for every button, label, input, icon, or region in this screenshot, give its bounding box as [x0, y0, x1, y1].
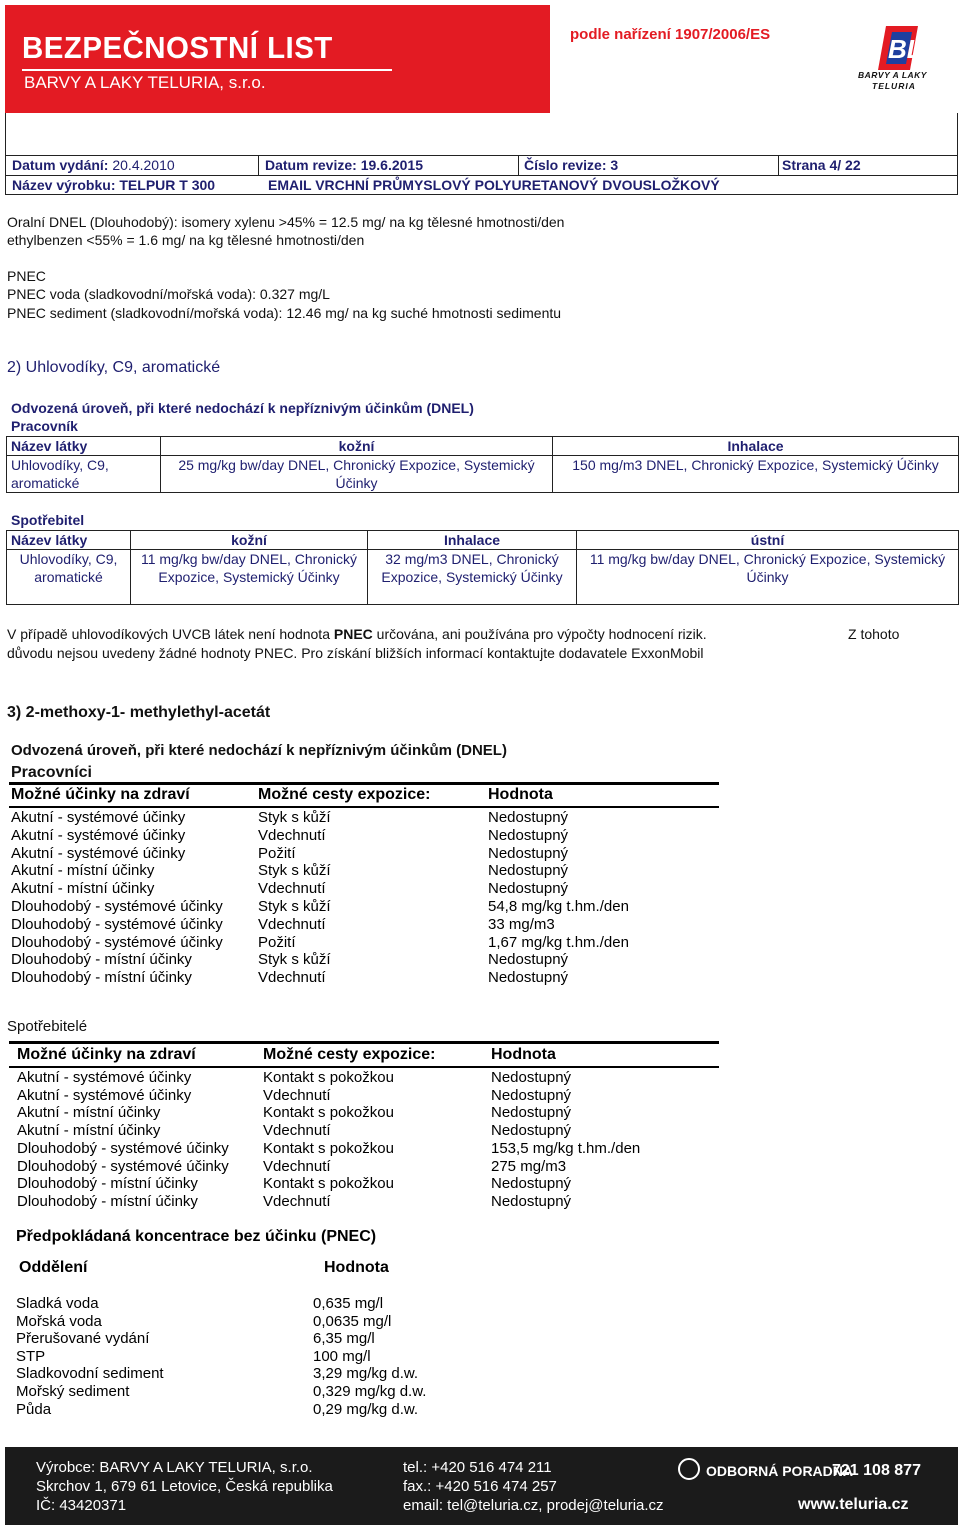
worker-dnel-table	[6, 436, 959, 493]
section-2-title: 2) Uhlovodíky, C9, aromatické	[7, 359, 221, 376]
table-header: Inhalace	[553, 437, 959, 456]
table-cell: 0,635 mg/l	[313, 1295, 384, 1312]
table-cell: Vdechnutí	[263, 1122, 331, 1140]
table-cell: Dlouhodobý - systémové účinky	[11, 898, 223, 915]
table-rule	[9, 782, 719, 785]
table-header: Inhalace	[368, 531, 577, 550]
revision-date: Datum revize: 19.6.2015	[265, 157, 423, 173]
company-name: BARVY A LAKY TELURIA, s.r.o.	[24, 73, 266, 92]
table-cell: Nedostupný	[491, 1069, 572, 1086]
uvcb-note-line1: V případě uhlovodíkových UVCB látek není hodnota PNEC určována, ani používána pro výpočty hodnocení rizik.	[7, 626, 707, 642]
table-cell: Akutní - systémové účinky	[11, 826, 186, 844]
section-3-dnel-title: Odvozená úroveň, při které nedochází k nepříznivým účinkům (DNEL)	[11, 742, 507, 759]
table-cell: Akutní - místní účinky	[11, 862, 155, 880]
table-cell: 33 mg/m3	[488, 915, 555, 933]
product-description: EMAIL VRCHNÍ PRŮMYSLOVÝ POLYURETANOVÝ DVOUSLOŽKOVÝ	[268, 177, 720, 193]
svg-text:BL: BL	[888, 34, 923, 64]
issue-date: Datum vydání: 20.4.2010	[12, 157, 175, 173]
table-cell: Vdechnutí	[258, 969, 326, 987]
table-header: Hodnota	[488, 786, 553, 803]
table-cell: Akutní - systémové účinky	[17, 1069, 192, 1086]
table-cell: Půda	[16, 1400, 52, 1418]
table-cell: Nedostupný	[488, 862, 569, 880]
title-underline	[22, 69, 392, 71]
section-2-dnel-title: Odvozená úroveň, při které nedochází k nepříznivým účinkům (DNEL)	[11, 400, 474, 416]
table-cell: 0,329 mg/kg d.w.	[313, 1383, 427, 1400]
footer-fax: fax.: +420 516 474 257	[403, 1478, 557, 1495]
table-cell: 11 mg/kg bw/day DNEL, Chronický Expozice, Systemický Účinky	[577, 550, 959, 605]
table-cell: 153,5 mg/kg t.hm./den	[491, 1139, 641, 1157]
table-cell: Nedostupný	[488, 880, 569, 898]
pnec-sediment: PNEC sediment (sladkovodní/mořská voda): 12.46 mg/ na kg suché hmotnosti sedimentu	[7, 305, 562, 321]
table-cell: Styk s kůží	[258, 809, 331, 826]
table-cell: 3,29 mg/kg d.w.	[313, 1365, 419, 1383]
footer-website[interactable]: www.teluria.cz	[798, 1496, 909, 1513]
regulation-text: podle nařízení 1907/2006/ES	[570, 26, 771, 43]
table-cell: Dlouhodobý - místní účinky	[17, 1175, 198, 1193]
table-cell: Sladkovodní sediment	[16, 1365, 164, 1383]
table-cell: Vdechnutí	[263, 1192, 331, 1210]
footer-email[interactable]: email: tel@teluria.cz, prodej@teluria.cz	[403, 1497, 664, 1514]
pnec-table-title: Předpokládaná koncentrace bez účinku (PNEC)	[16, 1228, 377, 1245]
consumer-dnel-table	[6, 530, 959, 605]
table-header: Možné účinky na zdraví	[17, 1046, 196, 1063]
pnec-water: PNEC voda (sladkovodní/mořská voda): 0.327 mg/L	[7, 286, 330, 302]
table-cell: Akutní - místní účinky	[11, 880, 155, 898]
oral-dnel-line: Oralní DNEL (Dlouhodobý): isomery xylenu >45% = 12.5 mg/ na kg tělesné hmotnosti/den	[7, 214, 565, 230]
table-cell: Dlouhodobý - systémové účinky	[17, 1139, 229, 1157]
table-rule	[9, 806, 719, 808]
table-cell: Mořská voda	[16, 1312, 102, 1330]
table-cell: Kontakt s pokožkou	[263, 1139, 394, 1157]
table-cell: Nedostupný	[488, 809, 569, 826]
table-cell: Nedostupný	[488, 951, 569, 969]
pnec-header-value: Hodnota	[324, 1259, 389, 1276]
table-cell: Nedostupný	[488, 969, 569, 987]
table-cell: Přerušované vydání	[16, 1330, 150, 1348]
revision-number: Číslo revize: 3	[524, 157, 619, 173]
table-header: kožní	[131, 531, 368, 550]
table-cell: Vdechnutí	[258, 880, 326, 898]
worker-label: Pracovník	[11, 418, 78, 434]
consumers-label: Spotřebitelé	[7, 1018, 88, 1035]
table-cell: Akutní - místní účinky	[17, 1122, 161, 1140]
table-cell: Dlouhodobý - systémové účinky	[17, 1157, 229, 1175]
consumer-label: Spotřebitel	[11, 512, 85, 528]
table-cell: Vdechnutí	[258, 915, 326, 933]
table-cell: 100 mg/l	[313, 1347, 371, 1365]
table-header: ústní	[577, 531, 959, 550]
logo-text-2: TELURIA	[872, 81, 916, 91]
table-cell: Styk s kůží	[258, 862, 331, 880]
table-cell: Požití	[258, 933, 296, 951]
table-header: Možné účinky na zdraví	[11, 786, 190, 803]
table-cell: Nedostupný	[491, 1104, 572, 1122]
table-rule	[9, 1066, 719, 1068]
table-cell: Dlouhodobý - místní účinky	[11, 969, 192, 987]
table-cell: 0,29 mg/kg d.w.	[313, 1400, 419, 1418]
table-cell: Vdechnutí	[258, 826, 326, 844]
page-number: Strana 4/ 22	[782, 157, 861, 173]
table-header: kožní	[161, 437, 553, 456]
table-cell: Dlouhodobý - systémové účinky	[11, 933, 223, 951]
footer-maker: Výrobce: BARVY A LAKY TELURIA, s.r.o.	[36, 1459, 313, 1476]
uvcb-note-tail: Z tohoto	[848, 626, 900, 642]
table-cell: Sladká voda	[16, 1295, 99, 1312]
pnec-header-compartment: Oddělení	[19, 1259, 88, 1276]
table-cell: Požití	[258, 844, 296, 862]
table-cell: Uhlovodíky, C9, aromatické	[7, 456, 161, 493]
table-cell: Nedostupný	[491, 1175, 572, 1193]
table-cell: Akutní - místní účinky	[17, 1104, 161, 1122]
table-cell: STP	[16, 1347, 46, 1365]
table-cell: Akutní - systémové účinky	[11, 809, 186, 826]
pnec-heading: PNEC	[7, 268, 46, 284]
table-cell: 150 mg/m3 DNEL, Chronický Expozice, Systemický Účinky	[553, 456, 959, 493]
table-cell: 275 mg/m3	[491, 1157, 567, 1175]
table-rule	[9, 1041, 719, 1044]
table-header: Možné cesty expozice:	[263, 1046, 436, 1063]
table-cell: Kontakt s pokožkou	[263, 1104, 394, 1122]
table-cell: Mořský sediment	[16, 1383, 130, 1400]
table-cell: Vdechnutí	[263, 1157, 331, 1175]
table-cell: Dlouhodobý - místní účinky	[17, 1192, 198, 1210]
table-cell: 54,8 mg/kg t.hm./den	[488, 898, 629, 915]
advice-number: 721 108 877	[832, 1462, 921, 1479]
footer-ico: IČ: 43420371	[36, 1497, 127, 1514]
document-title: BEZPEČNOSTNÍ LIST	[22, 30, 333, 65]
table-cell: Nedostupný	[491, 1122, 572, 1140]
table-cell: 6,35 mg/l	[313, 1330, 375, 1348]
ethylbenzene-line: ethylbenzen <55% = 1.6 mg/ na kg tělesné hmotnosti/den	[7, 232, 365, 248]
table-header: Možné cesty expozice:	[258, 786, 431, 803]
table-cell: Nedostupný	[491, 1086, 572, 1104]
table-cell: 1,67 mg/kg t.hm./den	[488, 933, 629, 951]
table-cell: Akutní - systémové účinky	[11, 844, 186, 862]
table-header: Název látky	[7, 531, 131, 550]
table-cell: Kontakt s pokožkou	[263, 1175, 394, 1193]
table-cell: Nedostupný	[488, 826, 569, 844]
table-cell: Styk s kůží	[258, 951, 331, 969]
advice-label: ODBORNÁ PORADNA	[706, 1463, 853, 1479]
uvcb-note-line2: důvodu nejsou uvedeny žádné hodnoty PNEC. Pro získání bližších informací kontaktujte dodavatele ExxonMobil	[7, 645, 704, 661]
table-cell: Kontakt s pokožkou	[263, 1069, 394, 1086]
phone-icon	[678, 1458, 700, 1480]
table-cell: Styk s kůží	[258, 898, 331, 915]
table-header: Název látky	[7, 437, 161, 456]
table-cell: 25 mg/kg bw/day DNEL, Chronický Expozice, Systemický Účinky	[161, 456, 553, 493]
table-cell: 0,0635 mg/l	[313, 1312, 392, 1330]
table-cell: 11 mg/kg bw/day DNEL, Chronický Expozice, Systemický Účinky	[131, 550, 368, 605]
table-cell: Dlouhodobý - systémové účinky	[11, 915, 223, 933]
footer-tel: tel.: +420 516 474 211	[403, 1459, 552, 1476]
product-name: Název výrobku: TELPUR T 300	[12, 177, 216, 193]
table-cell: Nedostupný	[491, 1192, 572, 1210]
table-cell: Dlouhodobý - místní účinky	[11, 951, 192, 969]
logo-text-1: BARVY A LAKY	[858, 70, 927, 80]
table-cell: Uhlovodíky, C9, aromatické	[7, 550, 131, 605]
table-cell: Nedostupný	[488, 844, 569, 862]
workers-label: Pracovníci	[11, 764, 92, 781]
footer-address: Skrchov 1, 679 61 Letovice, Česká republika	[36, 1478, 333, 1495]
table-cell: Akutní - systémové účinky	[17, 1086, 192, 1104]
section-3-title: 3) 2-methoxy-1- methylethyl-acetát	[7, 704, 271, 721]
table-header: Hodnota	[491, 1046, 556, 1063]
table-cell: Vdechnutí	[263, 1086, 331, 1104]
table-cell: 32 mg/m3 DNEL, Chronický Expozice, Systemický Účinky	[368, 550, 577, 605]
